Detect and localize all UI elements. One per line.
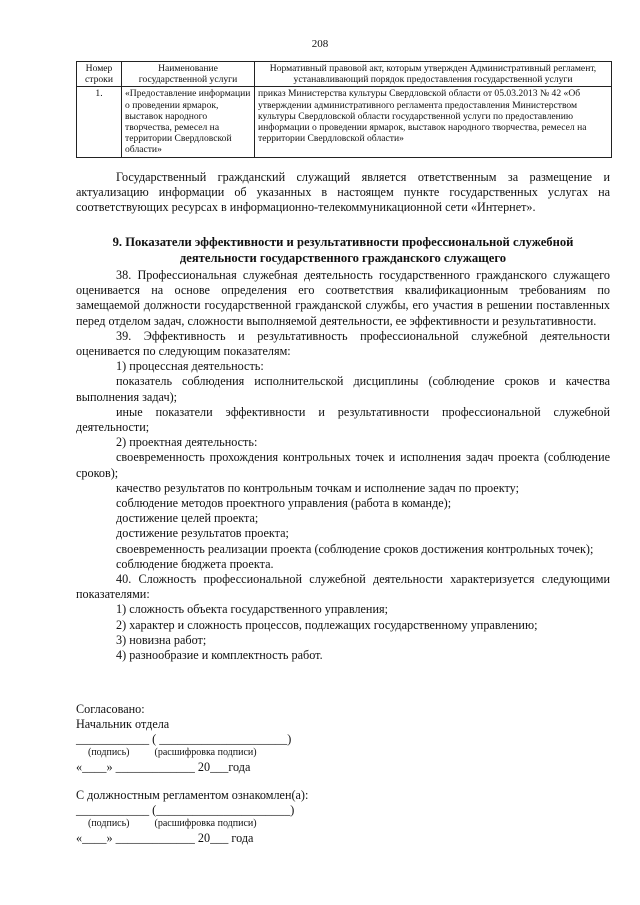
approval-label: Согласовано:: [76, 702, 145, 716]
cell-legal-act: приказ Министерства культуры Свердловской области от 05.03.2013 № 42 «Об утверждении административного регламента предоставления Министерством культуры Свердловской области государственной услуги по предоставлению информации о проведении ярмарок, выставок народного творчества, ремесел на территории Свердловской области»: [255, 87, 612, 157]
list-item: 2) характер и сложность процессов, подлежащих государственному управлению;: [116, 617, 538, 632]
employee-signature-line: ____________ (______________________): [76, 803, 295, 817]
list-item: 3) новизна работ;: [116, 632, 207, 647]
approver-position: Начальник отдела: [76, 717, 170, 731]
table-header-row: [77, 62, 612, 87]
approval-date-line: «____» _____________ 20___года: [76, 760, 251, 774]
list-item: 1) процессная деятельность:: [116, 359, 264, 374]
header-legal-act: Нормативный правовой акт, которым утвержден Административный регламент, устанавливающий порядок предоставления государственной услуги: [255, 62, 612, 87]
list-item: своевременность реализации проекта (соблюдение сроков достижения контрольных точек);: [116, 541, 594, 556]
header-service-name: Наименование государственной услуги: [122, 62, 255, 87]
list-item: 4) разнообразие и комплектность работ.: [116, 648, 323, 663]
cell-row-number: 1.: [77, 87, 122, 157]
list-item: качество результатов по контрольным точкам и исполнение задач по проекту;: [116, 480, 519, 495]
list-item: достижение результатов проекта;: [116, 526, 289, 541]
list-item: достижение целей проекта;: [116, 511, 259, 526]
employee-signature-captions: (подпись) (расшифровка подписи): [88, 818, 257, 829]
acquaintance-date-line: «____» _____________ 20___ года: [76, 831, 254, 845]
intro-block: [76, 170, 610, 216]
approver-signature-captions: (подпись) (расшифровка подписи): [88, 747, 257, 758]
list-item: 2) проектная деятельность:: [116, 435, 258, 450]
acquaintance-label: С должностным регламентом ознакомлен(а):: [76, 788, 309, 802]
paragraph-40: 40. Сложность профессиональной служебной деятельности характеризуется следующими показателями:: [76, 572, 610, 602]
list-item: 1) сложность объекта государственного управления;: [116, 602, 388, 617]
paragraph-38: 38. Профессиональная служебная деятельность государственного гражданского служащего оценивается на основе определения его соответствия квалификационным требованиям по замещаемой должности государственной гражданской службы, его участия в решении поставленных перед отделом задач, сложности выполняемой деятельности, ее эффективности и результативности.: [76, 268, 610, 328]
intro-paragraph: Государственный гражданский служащий является ответственным за размещение и актуализацию информации об указанных в настоящем пункте государственных услугах на соответствующих ресурсах в информационно-телекоммуникационной сети «Интернет».: [76, 170, 610, 215]
services-table: [76, 61, 612, 158]
list-item: показатель соблюдения исполнительской дисциплины (соблюдение сроков и качества выполнения задач);: [76, 374, 610, 404]
page-number: 208: [311, 38, 329, 50]
list-item: соблюдение методов проектного управления (работа в команде);: [116, 496, 452, 511]
paragraph-39: 39. Эффективность и результативность профессиональной служебной деятельности оценивается по следующим показателям:: [76, 328, 610, 359]
approver-signature-line: ____________ ( _____________________): [76, 732, 292, 746]
list-item: соблюдение бюджета проекта.: [116, 556, 274, 571]
header-row-number: Номер строки: [77, 62, 122, 87]
table-row: [77, 87, 612, 157]
section-title: 9. Показатели эффективности и результативности профессиональной служебной деятельности государственного гражданского служащего: [112, 235, 574, 265]
cell-service-name: «Предоставление информации о проведении ярмарок, выставок народного творчества, ремесел на территории Свердловской области»: [122, 87, 255, 157]
list-item: иные показатели эффективности и результативности профессиональной служебной деятельности;: [76, 404, 610, 435]
list-item: своевременность прохождения контрольных точек и исполнения задач проекта (соблюдение сроков);: [76, 450, 610, 480]
section-body: [76, 268, 610, 663]
